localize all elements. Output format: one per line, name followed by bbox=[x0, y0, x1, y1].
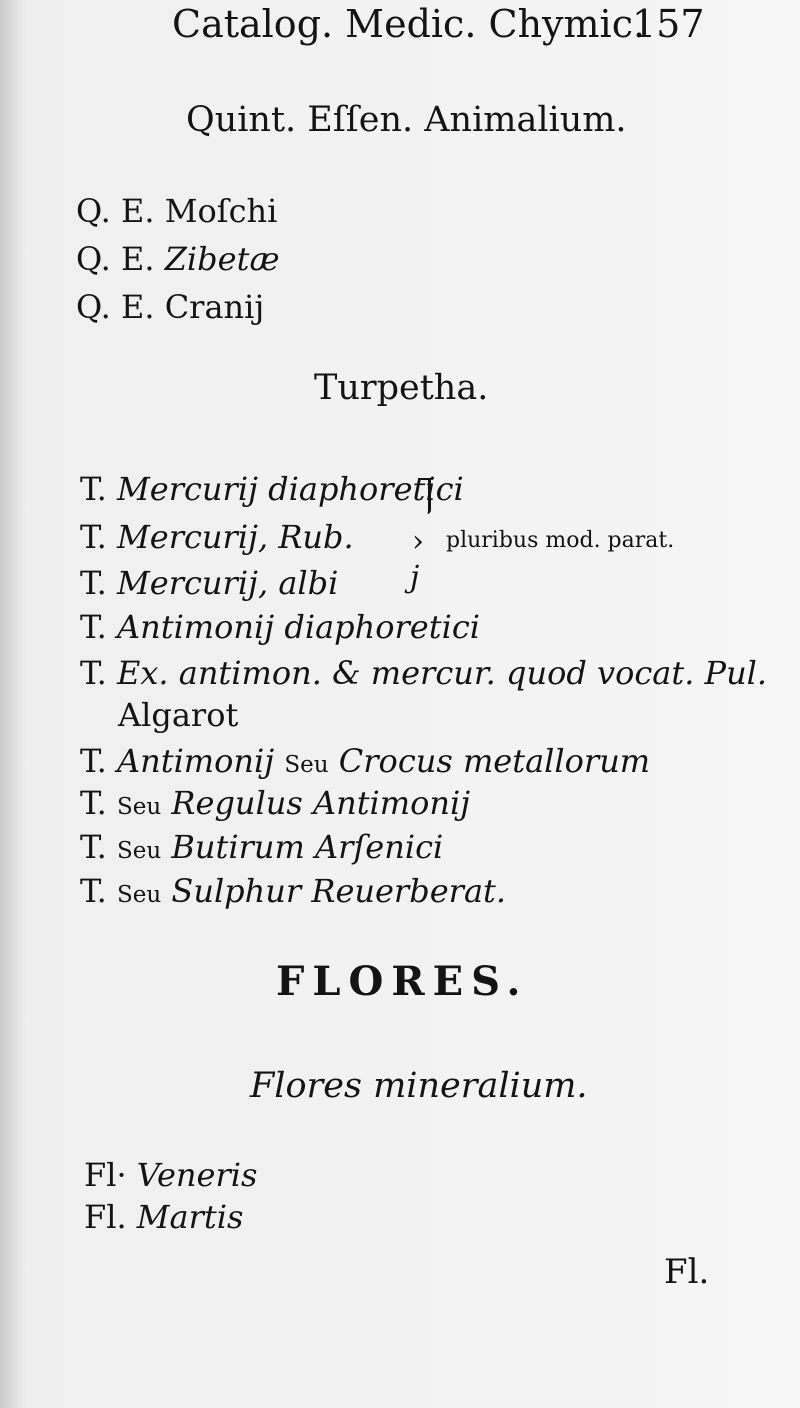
list-item bbox=[84, 1198, 243, 1236]
list-item bbox=[80, 654, 767, 692]
bracket-note: pluribus mod. parat. bbox=[446, 528, 675, 553]
running-head-title: Catalog. Medic. Chymic. bbox=[172, 2, 646, 46]
list-item bbox=[80, 742, 650, 780]
entry-text: Antimonij diaphoretici bbox=[116, 608, 480, 646]
entry-prefix: T. bbox=[80, 608, 107, 646]
entry-text: Mercurij, albi bbox=[116, 564, 339, 602]
list-item bbox=[84, 1156, 257, 1194]
list-item bbox=[76, 192, 277, 230]
entry-prefix: T. bbox=[80, 742, 107, 780]
entry-text: Mercurij, Rub. bbox=[116, 518, 354, 556]
entry-text-a: Regulus bbox=[171, 784, 303, 822]
list-item-continuation: Algarot bbox=[118, 696, 239, 734]
entry-text: Cranij bbox=[164, 288, 265, 326]
list-item bbox=[80, 470, 464, 508]
entry-text: Mercurij diaphoretici bbox=[116, 470, 464, 508]
entry-text-b: Antimonij bbox=[312, 784, 471, 822]
entry-text: Martis bbox=[136, 1198, 244, 1236]
entry-seu: Seu bbox=[116, 882, 162, 908]
section-heading-turpetha: Turpetha. bbox=[314, 368, 489, 408]
list-item bbox=[80, 784, 470, 822]
entry-prefix: Fl. bbox=[84, 1198, 127, 1236]
entry-prefix: T. bbox=[80, 654, 107, 692]
entry-prefix: T. bbox=[80, 470, 107, 508]
list-item bbox=[76, 288, 264, 326]
entry-seu: Seu bbox=[116, 794, 162, 820]
section-heading-flores: FLORES. bbox=[276, 958, 529, 1005]
section-heading-quint-essen: Quint. Eſſen. Animalium. bbox=[186, 100, 627, 140]
list-item bbox=[80, 564, 338, 602]
list-item bbox=[76, 240, 280, 278]
list-item bbox=[80, 828, 443, 866]
bracket-point-mark: › bbox=[412, 524, 424, 559]
entry-seu: Seu bbox=[116, 838, 162, 864]
entry-prefix: Fl· bbox=[84, 1156, 127, 1194]
entry-text: Zibetæ bbox=[164, 240, 280, 278]
entry-text-b: Crocus metallorum bbox=[338, 742, 651, 780]
entry-text-b: Arſenici bbox=[315, 828, 444, 866]
entry-text-b: Reuerberat. bbox=[311, 872, 507, 910]
entry-text-a: Antimonij bbox=[116, 742, 275, 780]
entry-text-a: Butirum bbox=[171, 828, 305, 866]
bracket-mark bbox=[418, 478, 431, 514]
entry-prefix: Q. E. bbox=[76, 288, 155, 326]
entry-text: Veneris bbox=[136, 1156, 258, 1194]
section-subheading-flores-mineralium: Flores mineralium. bbox=[250, 1066, 588, 1106]
catchword: Fl. bbox=[664, 1252, 710, 1292]
list-item bbox=[80, 518, 354, 556]
entry-text: Moſchi bbox=[164, 192, 278, 230]
entry-prefix: Q. E. bbox=[76, 240, 155, 278]
entry-prefix: T. bbox=[80, 518, 107, 556]
entry-prefix: Q. E. bbox=[76, 192, 155, 230]
entry-prefix: T. bbox=[80, 784, 107, 822]
entry-text-a: Sulphur bbox=[171, 872, 302, 910]
entry-text: Ex. antimon. & mercur. quod vocat. Pul. bbox=[116, 654, 768, 692]
entry-prefix: T. bbox=[80, 872, 107, 910]
page-number: 157 bbox=[632, 2, 705, 46]
list-item bbox=[80, 608, 480, 646]
entry-prefix: T. bbox=[80, 564, 107, 602]
entry-prefix: T. bbox=[80, 828, 107, 866]
entry-seu: Seu bbox=[284, 752, 329, 778]
list-item bbox=[80, 872, 506, 910]
bracket-end-mark: j bbox=[410, 560, 420, 595]
